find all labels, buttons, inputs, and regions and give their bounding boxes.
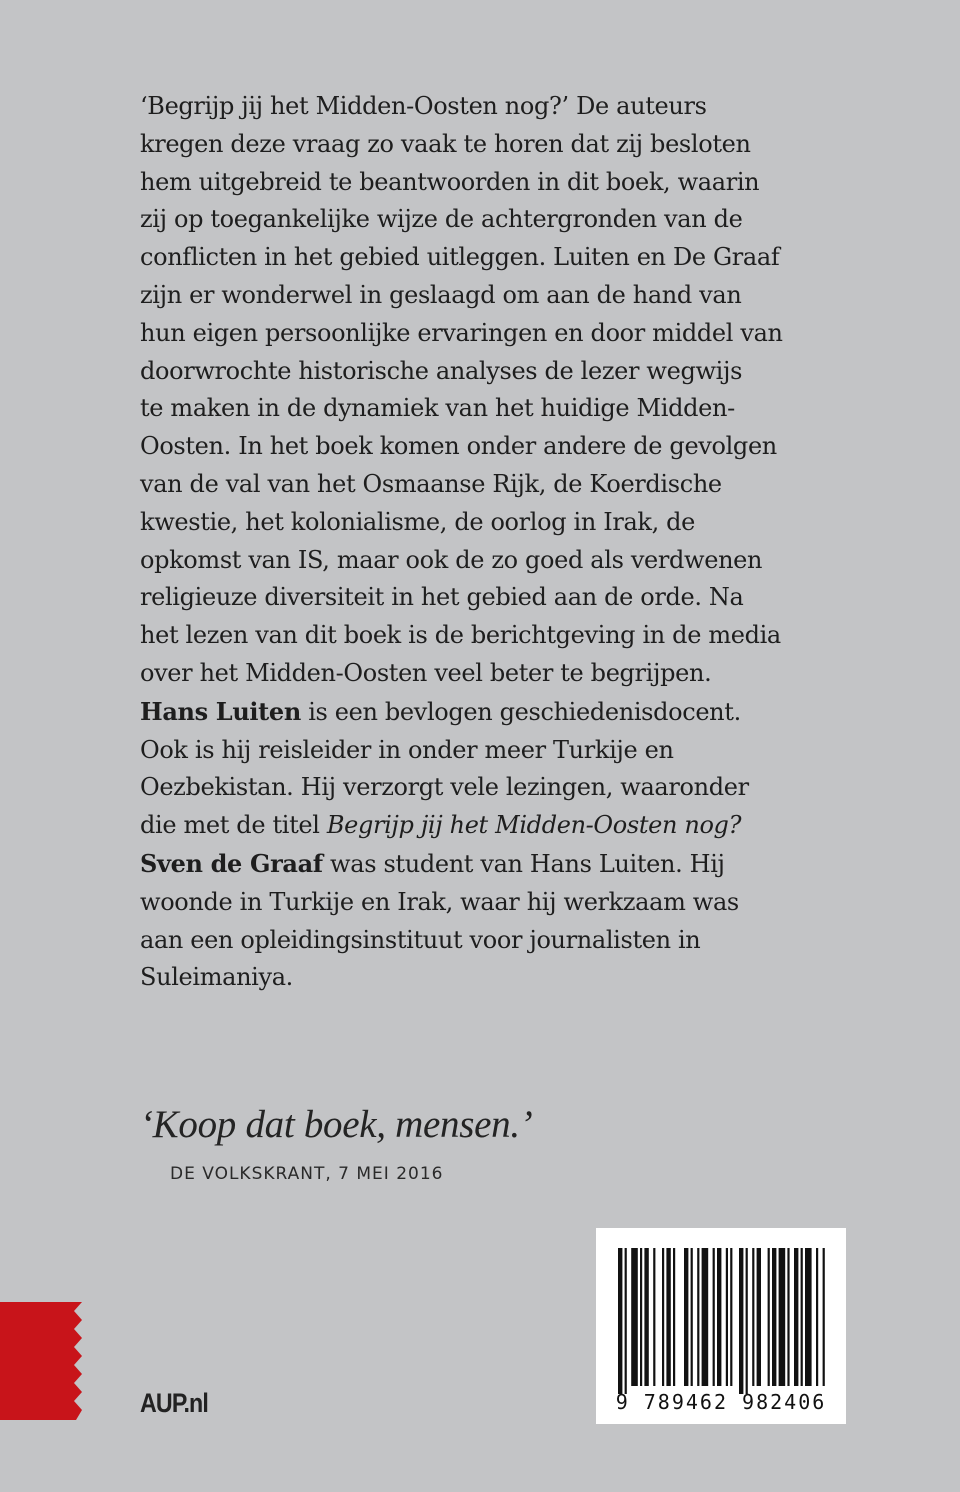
book-title: Begrijp jij het Midden-Oosten nog? [326, 811, 742, 840]
blurb-line: Oosten. In het boek komen onder andere de gevolgen [140, 432, 777, 461]
blurb-line: zij op toegankelijke wijze de achtergronden van de [140, 205, 743, 234]
publisher-website: AUP.nl [140, 1388, 208, 1418]
barcode-bar [684, 1248, 688, 1386]
barcode-bar [768, 1248, 770, 1386]
barcode-bar [816, 1248, 818, 1386]
blurb-line: van de val van het Osmaanse Rijk, de Koerdische [140, 469, 722, 498]
blurb-line: te maken in de dynamiek van het huidige Midden- [140, 394, 735, 423]
barcode-bar [823, 1248, 825, 1386]
author-bio-sven-de-graaf: Sven de Graaf was student van Hans Luiten. Hij woonde in Turkije en Irak, waar hij werkzaam was aan een opleidingsinstituut voor journalisten in Suleimaniya. [140, 848, 739, 992]
blurb-line: ‘Begrijp jij het Midden-Oosten nog?’ De auteurs [140, 92, 707, 120]
blurb-line: conflicten in het gebied uitleggen. Luiten en De Graaf [140, 243, 780, 272]
barcode-bar [662, 1248, 664, 1386]
blurb-line: hem uitgebreid te beantwoorden in dit boek, waarin [140, 167, 760, 196]
blurb-paragraph [140, 88, 840, 693]
isbn-number: 9 789462 982406 [615, 1390, 827, 1414]
barcode-bar [757, 1248, 761, 1386]
barcode-bar [631, 1248, 638, 1386]
isbn-barcode [596, 1228, 846, 1424]
barcode-bar [618, 1248, 622, 1394]
author-name: Sven de Graaf [140, 848, 323, 878]
barcode-bar [691, 1248, 693, 1386]
barcode-bar [673, 1248, 675, 1386]
blurb-line: religieuze diversiteit in het gebied aan de orde. Na [140, 583, 744, 612]
barcode-bar [772, 1248, 776, 1386]
barcode-bar [666, 1248, 670, 1386]
blurb-line: opkomst van IS, maar ook de zo goed als verdwenen [140, 545, 763, 574]
review-source: DE VOLKSKRANT, 7 MEI 2016 [170, 1164, 444, 1184]
blurb-line: kwestie, het kolonialisme, de oorlog in Irak, de [140, 507, 696, 536]
barcode-bar [794, 1248, 798, 1386]
blurb-line: over het Midden-Oosten veel beter te begrijpen. [140, 658, 712, 687]
barcode-bar [702, 1248, 709, 1386]
barcode-bar [713, 1248, 715, 1386]
blurb-line: doorwrochte historische analyses de lezer wegwijs [140, 356, 743, 385]
barcode-bar [779, 1248, 786, 1386]
blurb-line: kregen deze vraag zo vaak te horen dat zij besloten [140, 129, 751, 158]
barcode-bar [726, 1248, 728, 1386]
barcode-bar [739, 1248, 743, 1394]
barcode-bar [730, 1248, 732, 1386]
back-cover-text [140, 88, 840, 997]
barcode-bar [752, 1248, 754, 1386]
author-bio-hans-luiten: Hans Luiten is een bevlogen geschiedenisdocent. Ook is hij reisleider in onder meer Turkije en Oezbekistan. Hij verzorgt vele lezingen, waaronder die met de titel Begrijp jij het Midden-Oosten nog? [140, 696, 749, 840]
author-name: Hans Luiten [140, 696, 301, 726]
barcode-bar [640, 1248, 642, 1386]
publisher-red-mark-icon [0, 1302, 84, 1420]
barcode-bar [625, 1248, 627, 1394]
blurb-line: hun eigen persoonlijke ervaringen en door middel van [140, 318, 783, 347]
barcode-bar [746, 1248, 748, 1394]
barcode-bar [787, 1248, 789, 1386]
review-quote: ‘Koop dat boek, mensen.’ [140, 1103, 533, 1146]
barcode-bar [653, 1248, 655, 1386]
blurb-line: zijn er wonderwel in geslaagd om aan de hand van [140, 280, 742, 309]
barcode-bar [801, 1248, 803, 1386]
barcode-bar [697, 1248, 699, 1386]
barcode-bar [805, 1248, 812, 1386]
barcode-bar [717, 1248, 721, 1386]
blurb-line: het lezen van dit boek is de berichtgeving in de media [140, 621, 781, 650]
barcode-bar [644, 1248, 648, 1386]
